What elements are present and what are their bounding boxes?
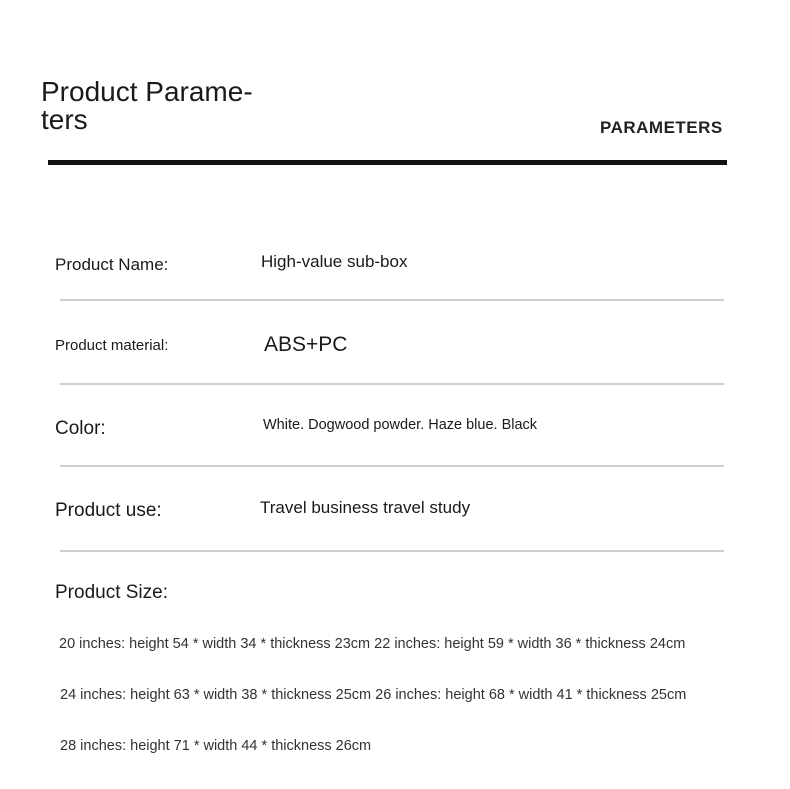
size-line: 28 inches: height 71 * width 44 * thickness 26cm (60, 738, 372, 754)
color-value: White. Dogwood powder. Haze blue. Black (263, 417, 538, 433)
color-label: Color: (55, 418, 106, 439)
parameters-badge: PARAMETERS (600, 118, 723, 137)
page-title-line-2: ters (41, 104, 88, 135)
product-use-value: Travel business travel study (260, 498, 471, 517)
header-divider (48, 160, 727, 165)
product-name-value: High-value sub-box (261, 252, 408, 271)
product-material-value: ABS+PC (264, 333, 348, 356)
product-material-label: Product material: (55, 337, 169, 354)
product-name-label: Product Name: (55, 255, 169, 274)
row-divider (60, 299, 724, 301)
row-divider (60, 550, 724, 552)
product-use-label: Product use: (55, 500, 162, 521)
row-divider (60, 465, 724, 467)
page-title (41, 78, 253, 134)
size-line: 20 inches: height 54 * width 34 * thickness 23cm 22 inches: height 59 * width 36 * thickness 24cm (59, 636, 686, 652)
size-line: 24 inches: height 63 * width 38 * thickness 25cm 26 inches: height 68 * width 41 * thickness 25cm (60, 687, 687, 703)
row-divider (60, 383, 724, 385)
product-size-label: Product Size: (55, 582, 168, 603)
page-title-line-1: Product Parame- (41, 76, 253, 107)
